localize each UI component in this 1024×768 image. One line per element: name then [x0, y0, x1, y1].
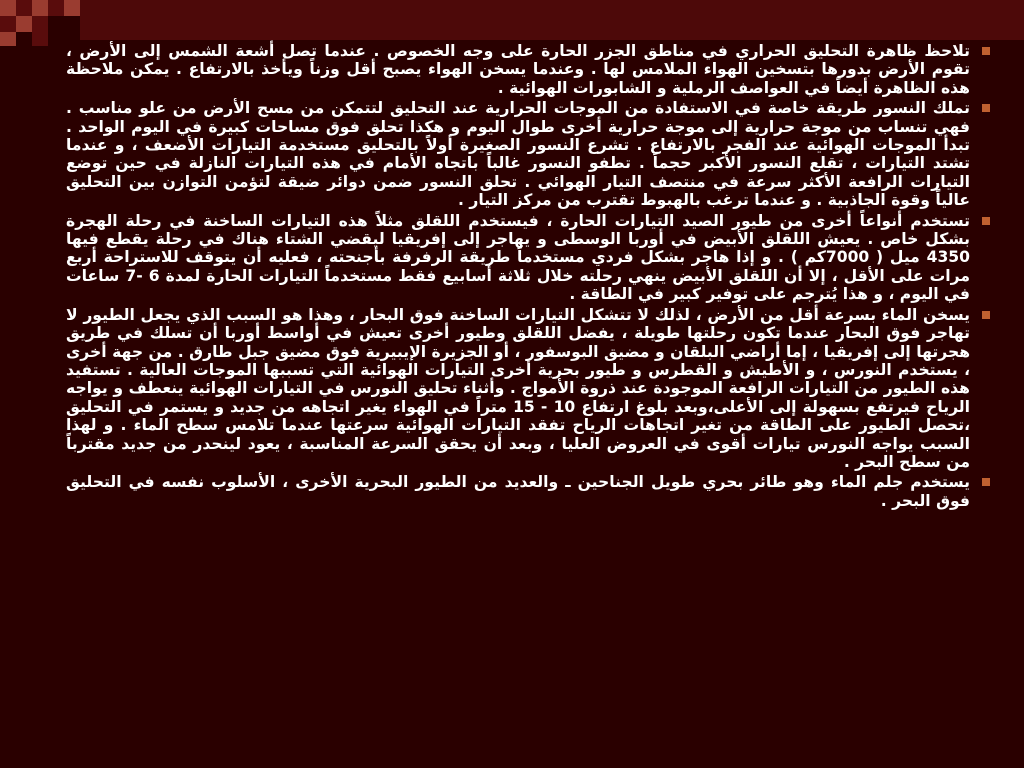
slide-content: [66, 42, 992, 512]
top-band: [80, 0, 1024, 40]
decoration-square: [32, 16, 48, 32]
decoration-square: [16, 0, 32, 16]
decoration-square: [0, 16, 16, 32]
bullet-marker-icon: [982, 47, 990, 55]
bullet-paragraph-5: [66, 473, 992, 510]
bullet-paragraph-3: [66, 212, 992, 304]
bullet-marker-icon: [982, 217, 990, 225]
bullet-paragraph-4: [66, 306, 992, 472]
decoration-square: [64, 0, 80, 16]
paragraph-text-2: تملك النسور طريقة خاصة في الاستفادة من الموجات الحرارية عند التحليق لتتمكن من مسح الأرض من علو مناسب . فهي تنساب من موجة حرارية إلى موجة حرارية أخرى طوال اليوم و هكذا تحلق فوق مساحات كبيرة في اليوم الواحد . تبدأ الموجات الهوائية عند الفجر بالارتفاع . تشرع النسور الصغيرة أولاً بالتحليق مستخدمة التيارات الأضعف ، و عندما تشتد التيارات ، تقلع النسور الأكبر حجماً . تطفو النسور غالباً باتجاه الأمام في هذه التيارات النازلة في حين توضع التيارات الرافعة الأكثر سرعة في منتصف التيار الهوائي . تحلق النسور ضمن دوائر ضيقة لتؤمن التوازن بين التحليق عالياً وقوة الجاذبية . و عندما ترغب بالهبوط تقترب من مركز التيار .: [66, 99, 970, 210]
bullet-marker-icon: [982, 311, 990, 319]
decoration-square: [0, 32, 16, 46]
bullet-marker-icon: [982, 104, 990, 112]
bullet-paragraph-2: [66, 99, 992, 209]
decoration-square: [32, 32, 48, 46]
paragraph-text-3: تستخدم أنواعاً أخرى من طيور الصيد التيارات الحارة ، فيستخدم اللقلق مثلاً هذه التيارات الساخنة في رحلة الهجرة بشكل خاص . يعيش اللقلق الأبيض في أوربا الوسطى و يهاجر إلى إفريقيا ليقضي الشتاء هناك في رحلة يقطع فيها 4350 ميل ( 7000كم ) . و إذا هاجر بشكل فردي مستخدماً طريقة الرفرفة بأجنحته ، فعليه أن يتوقف للاستراحة أربع مرات على الأقل ، إلا أن اللقلق الأبيض ينهي رحلته خلال ثلاثة أسابيع فقط مستخدماً التيارات الحارة لمدة 6 -7 ساعات في اليوم ، و هذا يُترجم على توفير كبير في الطاقة .: [66, 211, 970, 304]
bullet-marker-icon: [982, 478, 990, 486]
decoration-square: [0, 0, 16, 16]
paragraph-text-4: يسخن الماء بسرعة أقل من الأرض ، لذلك لا تتشكل التيارات الساخنة فوق البحار ، وهذا هو السبب الذي يجعل الطيور لا تهاجر فوق البحار عندما تكون رحلتها طويلة ، يفضل اللقلق وطيور أخرى تعيش في أواسط أوربا أن تسلك في طريق هجرتها إلى إفريقيا ، إما أراضي البلقان و مضيق البوسفور ، أو الجزيرة الإيبيرية فوق مضيق جبل طارق . من جهة أخرى ، يستخدم النورس ، و الأطيش و القطرس و طيور بحرية أخرى التيارات الهوائية التي تسببها الموجات العالية . تستفيد هذه الطيور من التيارات الرافعة الموجودة عند ذروة الأمواج . وأثناء تحليق النورس في التيارات الهوائية ينعطف و يواجه الرياح فيرتفع بسهولة إلى الأعلى،وبعد بلوغ ارتفاع 10 - 15 متراً في الهواء يغير اتجاهه من جديد و يستمر في التحليق ،تحصل الطيور على الطاقة من تغير اتجاهات الرياح تفقد التيارات الهوائية سرعتها عندما تلامس سطح الماء . و لهذا السبب يواجه النورس تيارات أقوى في العروض العليا ، وبعد أن يحقق السرعة المناسبة ، يعود لينحدر من جديد مقترباً من سطح البحر .: [66, 305, 970, 471]
paragraph-text-5: يستخدم جلم الماء وهو طائر بحري طويل الجناحين ـ والعديد من الطيور البحرية الأخرى ، الأسلوب نفسه في التحليق فوق البحر .: [66, 473, 970, 510]
decoration-square: [32, 0, 48, 16]
decoration-square: [16, 16, 32, 32]
bullet-paragraph-1: [66, 42, 992, 97]
decoration-square: [48, 0, 64, 16]
paragraph-text-1: تلاحظ ظاهرة التحليق الحراري في مناطق الجزر الحارة على وجه الخصوص . عندما تصل أشعة الشمس إلى الأرض ، تقوم الأرض بدورها بتسخين الهواء الملامس لها . وعندما يسخن الهواء يصبح أقل وزناً ويأخذ بالارتفاع . يمكن ملاحظة هذه الظاهرة أيضاً في العواصف الرملية و الشابورات الهوائية .: [66, 42, 970, 97]
corner-decoration: [0, 0, 1024, 48]
